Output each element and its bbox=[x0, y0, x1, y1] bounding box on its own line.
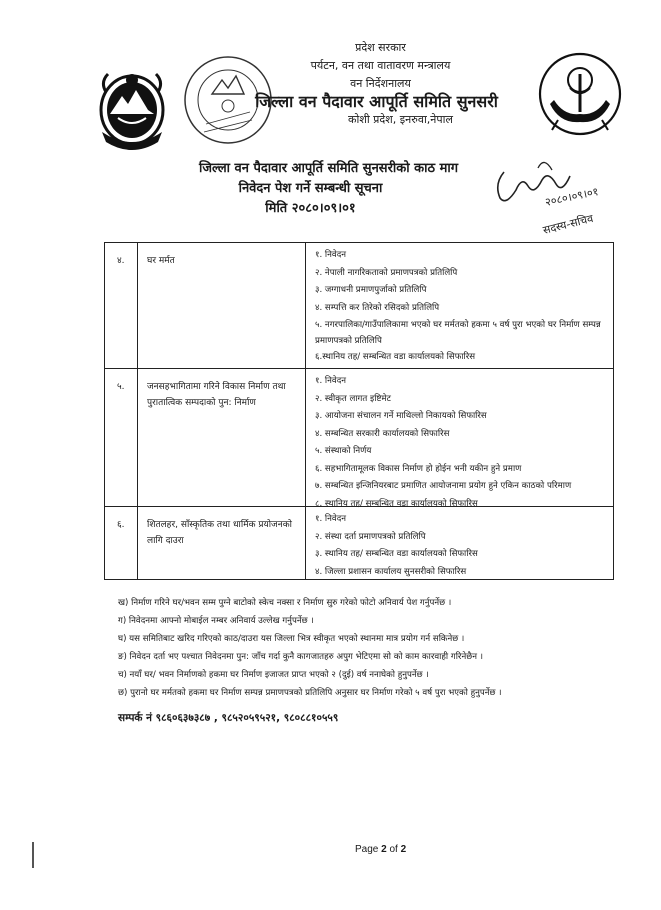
list-item: ग) निवेदनमा आफ्नो मोबाईल नम्बर अनिवार्य उल्लेख गर्नुपर्नेछ । bbox=[118, 616, 314, 626]
header-address: कोशी प्रदेश, इनरुवा,नेपाल bbox=[348, 113, 453, 126]
row-number: ६. bbox=[117, 520, 125, 530]
list-item: ५. नगरपालिका/गाउँपालिकामा भएको घर मर्मतको हकमा ५ वर्ष पुरा भएको घर निर्माण सम्पन्न प्रमाणपत्रको प्रतिलिपि bbox=[315, 320, 601, 346]
list-item: घ) यस समितिबाट खरिद गरिएको काठ/दाउरा यस जिल्ला भित्र स्वीकृत भएको स्थानमा मात्र प्रयोग गर्न सकिनेछ । bbox=[118, 634, 465, 644]
list-item: ३. स्थानिय तह/ सम्बन्धित वडा कार्यालयको सिफारिस bbox=[315, 549, 478, 559]
handwritten-signature bbox=[486, 150, 646, 242]
list-item: च) नयाँ घर/ भवन निर्माणको हकमा घर निर्माण इजाजत प्राप्त भएको २ (दुई) वर्ष ननाघेको हुनुपर्नेछ । bbox=[118, 670, 429, 680]
list-item: ४. सम्पत्ति कर तिरेको रसिदको प्रतिलिपि bbox=[315, 302, 440, 313]
table-row bbox=[105, 243, 613, 369]
list-item: ४. सम्बन्धित सरकारी कार्यालयको सिफारिस bbox=[315, 428, 450, 439]
svg-text:सदस्य-सचिव: सदस्य-सचिव bbox=[541, 211, 595, 237]
notice-title-line2: निवेदन पेश गर्ने सम्बन्धी सूचना bbox=[238, 181, 383, 196]
row-purpose: शितलहर, साँस्कृतिक तथा धार्मिक प्रयोजनको लागि दाउरा bbox=[147, 520, 292, 546]
list-item: २. नेपाली नागरिकताको प्रमाणपत्रको प्रतिलिपि bbox=[315, 267, 458, 278]
list-item: ६. सहभागितामूलक विकास निर्माण हो होईन भनी यकीन हुने प्रमाण bbox=[315, 463, 522, 474]
row-purpose: जनसहभागितामा गरिने विकास निर्माण तथा पुरातात्विक सम्पदाको पुन: निर्माण bbox=[147, 382, 286, 408]
list-item: १. निवेदन bbox=[315, 514, 347, 524]
list-item: ४. जिल्ला प्रशासन कार्यालय सुनसरीको सिफारिस bbox=[315, 566, 467, 577]
svg-text:२०८०।०९।०१: २०८०।०९।०१ bbox=[543, 184, 600, 209]
row-number: ४. bbox=[117, 256, 125, 266]
requirements-table bbox=[104, 242, 614, 580]
header-government: प्रदेश सरकार bbox=[355, 41, 406, 54]
list-item: १. निवेदन bbox=[315, 250, 347, 260]
list-item: ६.स्थानिय तह/ सम्बन्धित वडा कार्यालयको सिफारिस bbox=[315, 352, 476, 362]
list-item: छ) पुरानो घर मर्मतको हकमा घर निर्माण सम्पन्न प्रमाणपत्रको प्रतिलिपि अनुसार घर निर्माण गरेको ५ वर्ष पुरा भएको हुनुपर्नेछ । bbox=[118, 688, 502, 698]
notes-list bbox=[118, 594, 638, 702]
requirement-list bbox=[315, 511, 611, 581]
list-item: ङ) निवेदन दर्ता भए पश्चात निवेदनमा पुन: जाँच गर्दा कुनै कागजातहरु अपुग भेटिएमा सो को काम कारवाही गरिनेछैन । bbox=[118, 652, 484, 662]
list-item: ७. सम्बन्धित इन्जिनियरबाट प्रमाणित आयोजनामा प्रयोग हुने एकिन काठको परिमाण bbox=[315, 481, 572, 491]
header-ministry: पर्यटन, वन तथा वातावरण मन्त्रालय bbox=[310, 59, 451, 72]
list-item: ८. स्थानिय तह/ सम्बन्धित वडा कार्यालयको सिफारिस bbox=[315, 498, 478, 509]
requirement-list bbox=[315, 247, 611, 367]
list-item: ३. जग्गाधनी प्रमाणपुर्जाको प्रतिलिपि bbox=[315, 285, 427, 295]
page-number: Page 2 of 2 bbox=[355, 844, 407, 855]
table-row bbox=[105, 507, 613, 579]
header-org-name: जिल्ला वन पैदावार आपूर्ति समिति सुनसरी bbox=[255, 92, 498, 111]
list-item: ३. आयोजना संचालन गर्ने माथिल्लो निकायको सिफारिस bbox=[315, 411, 487, 421]
header-directorate: वन निर्देशनालय bbox=[350, 77, 411, 90]
contact-numbers: सम्पर्क नं ९८६०६३७३८७ , ९८५२०५९५२१, ९८०८८१०५५९ bbox=[118, 712, 339, 724]
notice-date: मिति २०८०।०९।०१ bbox=[265, 201, 356, 216]
requirement-list bbox=[315, 373, 611, 513]
table-row bbox=[105, 369, 613, 507]
list-item: २. संस्था दर्ता प्रमाणपत्रको प्रतिलिपि bbox=[315, 531, 426, 542]
notice-title-line1: जिल्ला वन पैदावार आपूर्ति समिति सुनसरीको काठ माग bbox=[198, 161, 459, 176]
list-item: १. निवेदन bbox=[315, 376, 347, 386]
row-purpose: घर मर्मत bbox=[147, 256, 175, 266]
list-item: २. स्वीकृत लागत इष्टिमेट bbox=[315, 393, 391, 404]
row-number: ५. bbox=[117, 382, 125, 392]
list-item: ख) निर्माण गरिने घर/भवन सम्म पुग्ने बाटोको स्केच नक्सा र निर्माण सुरु गरेको फोटो अनिवार्य पेश गर्नुपर्नेछ । bbox=[118, 598, 452, 608]
scan-edge-mark bbox=[32, 842, 34, 868]
list-item: ५. संस्थाको निर्णय bbox=[315, 446, 372, 456]
